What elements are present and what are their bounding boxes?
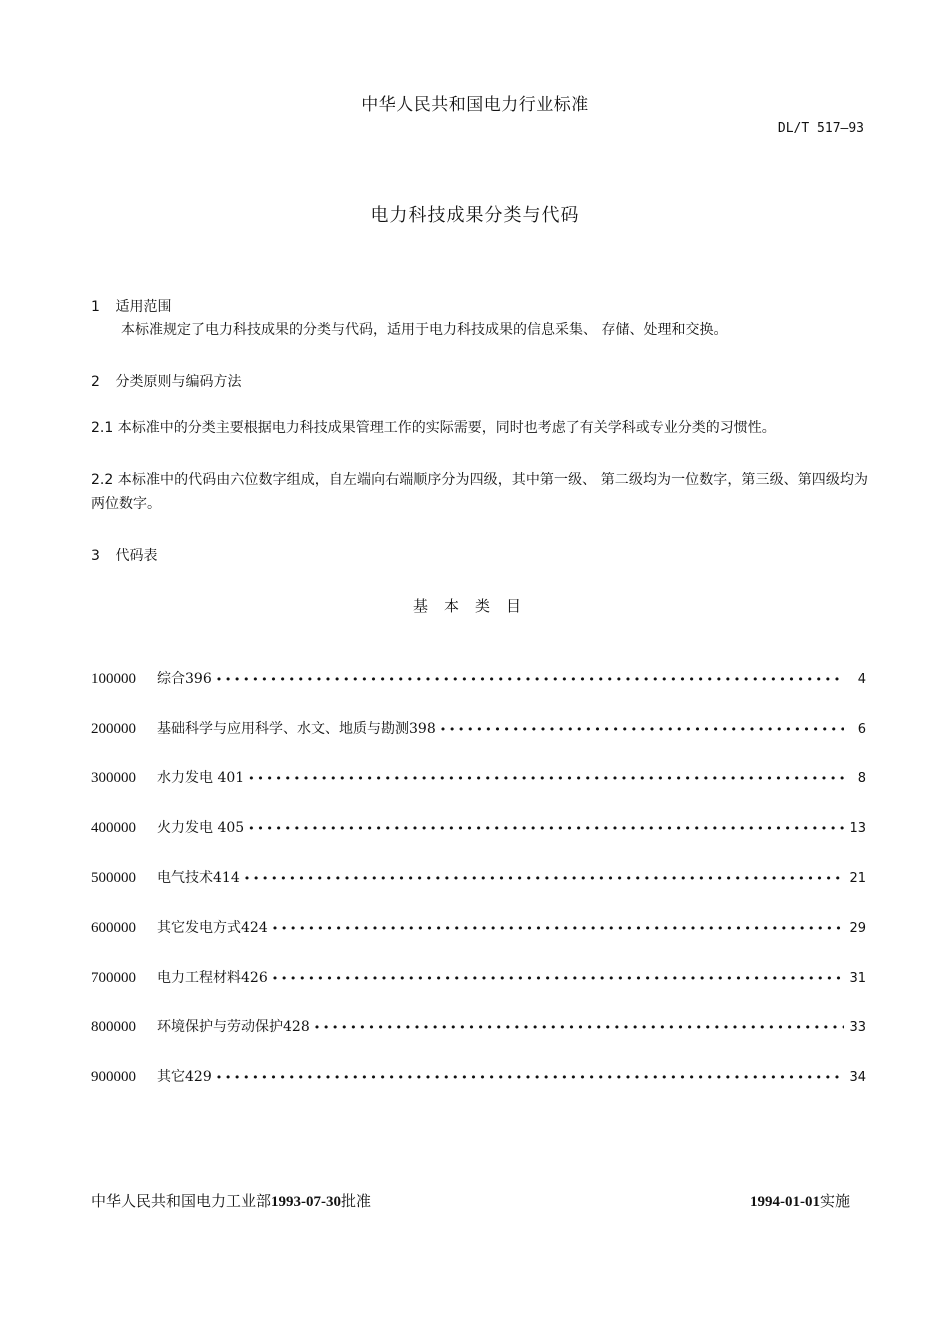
approval-suffix: 批准: [341, 1192, 372, 1210]
toc-leader-dots: [216, 1071, 844, 1084]
toc-entry[interactable]: [91, 1066, 866, 1086]
approver: 中华人民共和国电力工业部: [91, 1192, 272, 1210]
toc-label: 综合396: [157, 671, 212, 687]
toc-code: 600000: [91, 920, 136, 936]
section-title: 适用范围: [115, 299, 172, 315]
toc-entry[interactable]: [91, 867, 866, 887]
toc-label: 火力发电 405: [157, 820, 245, 836]
approval-line: [91, 1190, 371, 1211]
clause-2-2: [91, 468, 868, 516]
toc-leader-dots: [314, 1021, 844, 1034]
toc-code: 300000: [91, 770, 136, 786]
toc-page-number: 31: [849, 971, 866, 986]
toc-label: 其它429: [157, 1069, 212, 1085]
effective-line: [750, 1190, 850, 1211]
section-title: 分类原则与编码方法: [115, 374, 242, 390]
section-3-heading: [91, 545, 157, 565]
toc-code: 500000: [91, 870, 136, 886]
section-1-heading: [91, 296, 171, 316]
toc-code: 900000: [91, 1069, 136, 1085]
section-number: 1: [91, 299, 100, 315]
toc-entry[interactable]: [91, 1016, 866, 1036]
clause-text: 本标准中的代码由六位数字组成，自左端向右端顺序分为四级，其中第一级、 第二级均为一位数字，第三级、第四级均为两位数字。: [91, 472, 869, 512]
toc-leader-dots: [272, 972, 844, 985]
clause-2-1: [91, 416, 868, 440]
toc-page-number: 6: [857, 722, 866, 737]
toc-entry[interactable]: [91, 668, 866, 688]
toc-entry[interactable]: [91, 817, 866, 837]
effective-suffix: 实施: [819, 1192, 850, 1210]
toc-code: 700000: [91, 970, 136, 986]
issuer-heading: 中华人民共和国电力行业标准: [361, 95, 589, 115]
section-title: 代码表: [115, 548, 158, 564]
toc-entry[interactable]: [91, 917, 866, 937]
toc-label: 其它发电方式424: [157, 920, 268, 936]
toc-page-number: 34: [849, 1070, 866, 1085]
clause-number: 2.2: [91, 472, 114, 488]
categories-heading: 基本类目: [412, 597, 537, 615]
toc-entry[interactable]: [91, 967, 866, 987]
toc-page-number: 33: [849, 1020, 866, 1035]
clause-number: 2.1: [91, 420, 114, 436]
toc-entry[interactable]: [91, 767, 866, 787]
toc-page-number: 21: [849, 871, 866, 886]
toc-page-number: 8: [857, 771, 866, 786]
toc-entry[interactable]: [91, 718, 866, 738]
toc-page-number: 4: [857, 672, 866, 687]
toc-code: 100000: [91, 671, 136, 687]
section-number: 2: [91, 374, 100, 390]
toc-leader-dots: [272, 922, 844, 935]
toc-page-number: 29: [849, 921, 866, 936]
approval-date: 1993-07-30: [271, 1194, 342, 1210]
section-number: 3: [91, 548, 100, 564]
toc-leader-dots: [216, 673, 844, 686]
toc-code: 200000: [91, 721, 136, 737]
clause-text: 本标准中的分类主要根据电力科技成果管理工作的实际需要，同时也考虑了有关学科或专业分类的习惯性。: [117, 420, 776, 436]
document-title: 电力科技成果分类与代码: [370, 205, 580, 226]
toc-leader-dots: [248, 772, 844, 785]
toc-page-number: 13: [849, 821, 866, 836]
toc-code: 800000: [91, 1019, 136, 1035]
toc-label: 电气技术414: [157, 870, 240, 886]
toc-label: 电力工程材料426: [157, 970, 268, 986]
toc-leader-dots: [248, 822, 844, 835]
toc-label: 基础科学与应用科学、水文、地质与勘测398: [157, 721, 436, 737]
toc-label: 环境保护与劳动保护428: [157, 1019, 310, 1035]
toc-code: 400000: [91, 820, 136, 836]
section-1-text: 本标准规定了电力科技成果的分类与代码，适用于电力科技成果的信息采集、 存储、处理和交换。: [121, 322, 728, 338]
toc-leader-dots: [440, 723, 844, 736]
toc-leader-dots: [244, 872, 844, 885]
section-2-heading: [91, 371, 241, 391]
toc-label: 水力发电 401: [157, 770, 245, 786]
standard-number: DL/T 517—93: [777, 121, 864, 136]
effective-date: 1994-01-01: [749, 1194, 820, 1210]
